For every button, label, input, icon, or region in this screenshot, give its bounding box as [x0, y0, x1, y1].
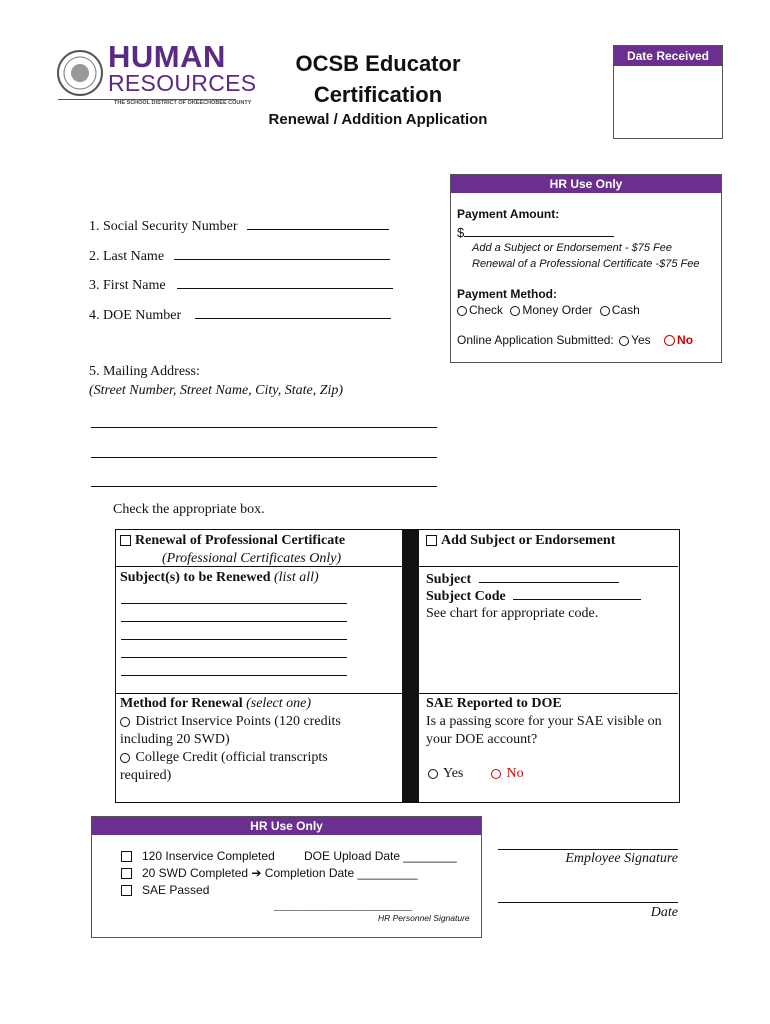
doe-number-line	[195, 304, 391, 319]
completion-date: Completion Date _________	[264, 866, 418, 880]
subject-code-field[interactable]	[426, 587, 641, 605]
radio-icon	[664, 335, 675, 346]
table-divider-black	[402, 530, 419, 802]
ssn-line	[247, 215, 389, 230]
online-yes-option[interactable]	[619, 333, 651, 347]
subject-field[interactable]	[426, 570, 619, 588]
subject-line	[479, 570, 619, 583]
method-inservice-label: District Inservice Points (120 credits including 20 SWD)	[120, 714, 341, 747]
hr-item-swd[interactable]	[121, 866, 418, 880]
radio-icon	[428, 769, 438, 779]
checkbox-icon	[121, 885, 132, 896]
renewal-option[interactable]	[120, 533, 402, 549]
cash-option[interactable]	[600, 303, 640, 317]
sae-question: Is a passing score for your SAE visible on your DOE account?	[426, 714, 662, 747]
radio-icon	[120, 717, 130, 727]
chart-note: See chart for appropriate code.	[426, 606, 599, 621]
subject-line	[121, 604, 347, 622]
sae-yes-label: Yes	[442, 766, 464, 781]
method-renewal-label	[120, 696, 311, 712]
radio-icon	[600, 306, 610, 316]
hr-item-sae[interactable]	[121, 883, 209, 897]
mailing-address-hint: (Street Number, Street Name, City, State, Zip)	[89, 383, 344, 398]
money-order-label: Money Order	[522, 303, 593, 317]
add-subject-option[interactable]	[426, 533, 615, 549]
radio-icon	[457, 306, 467, 316]
hr-item2-label: 20 SWD Completed	[142, 866, 249, 880]
payment-amount-field[interactable]	[457, 224, 614, 240]
subject-line	[121, 640, 347, 658]
subjects-hint: (list all)	[273, 570, 319, 585]
table-hline-2	[116, 693, 678, 694]
dollar-sign: $	[457, 225, 465, 240]
radio-icon	[510, 306, 520, 316]
renewal-title: Renewal of Professional Certificate	[135, 533, 346, 548]
checkbox-icon	[121, 868, 132, 879]
method-college-label: College Credit (official transcripts required)	[120, 750, 328, 783]
logo-sub: RESOURCES	[108, 70, 257, 96]
hr-item-inservice[interactable]	[121, 849, 275, 863]
subject-code-label: Subject Code	[426, 589, 506, 604]
page-title	[260, 48, 496, 110]
date-received-label: Date Received	[614, 46, 722, 66]
check-box-prompt: Check the appropriate box.	[113, 502, 265, 517]
last-name-label: 2. Last Name	[89, 249, 165, 264]
sae-yes-option[interactable]	[428, 766, 463, 782]
hr-item3-label: SAE Passed	[142, 883, 210, 897]
method-inservice-option[interactable]	[120, 713, 370, 749]
subject-line	[121, 658, 347, 676]
hr-item1-label: 120 Inservice Completed	[142, 849, 275, 863]
first-name-field[interactable]	[89, 274, 393, 294]
check-option[interactable]	[457, 303, 503, 317]
check-label: Check	[469, 303, 504, 317]
doe-upload-date: DOE Upload Date ________	[304, 849, 457, 863]
date-signature-line[interactable]	[498, 902, 678, 903]
payment-amount-line	[464, 224, 614, 237]
fee-add-subject: Add a Subject or Endorsement - $75 Fee	[472, 242, 672, 254]
subjects-renewed-label	[120, 570, 319, 586]
date-received-box[interactable]	[613, 45, 723, 139]
arrow-right-icon: ➔	[251, 866, 262, 880]
add-subject-title: Add Subject or Endorsement	[441, 533, 616, 548]
cash-label: Cash	[611, 303, 640, 317]
subject-line	[121, 622, 347, 640]
employee-signature-line[interactable]	[498, 849, 678, 850]
radio-icon	[619, 336, 629, 346]
mailing-address-label: 5. Mailing Address:	[89, 364, 200, 379]
subject-code-line	[513, 587, 641, 600]
date-signature-label: Date	[650, 905, 678, 920]
first-name-line	[177, 274, 393, 289]
hr-signature-line[interactable]: _______________________________	[274, 902, 412, 911]
online-no-option[interactable]	[664, 333, 693, 347]
ssn-label: 1. Social Security Number	[89, 219, 238, 234]
online-yes-label: Yes	[631, 333, 651, 347]
payment-method-options	[457, 303, 640, 317]
online-submitted-row	[457, 333, 693, 347]
checkbox-icon	[120, 535, 131, 546]
title-line2: Certification	[313, 82, 443, 107]
district-seal-logo	[56, 47, 104, 99]
radio-icon	[120, 753, 130, 763]
payment-method-label: Payment Method:	[457, 287, 558, 301]
doe-number-label: 4. DOE Number	[89, 308, 182, 323]
page-subtitle: Renewal / Addition Application	[268, 111, 488, 128]
sae-no-label: No	[506, 766, 524, 781]
sae-title: SAE Reported to DOE	[426, 696, 562, 711]
ssn-field[interactable]	[89, 215, 389, 235]
fee-renewal: Renewal of a Professional Certificate -$75 Fee	[472, 258, 700, 270]
subject-label: Subject	[426, 572, 472, 587]
address-line-1[interactable]	[91, 427, 437, 428]
checkbox-icon	[121, 851, 132, 862]
online-no-label: No	[677, 333, 694, 347]
logo-main: HUMAN	[108, 39, 226, 74]
employee-signature-label: Employee Signature	[565, 851, 678, 866]
last-name-line	[174, 245, 390, 260]
hr-signature-label: HR Personnel Signature	[378, 913, 470, 923]
money-order-option[interactable]	[510, 303, 592, 317]
doe-number-field[interactable]	[89, 304, 391, 324]
online-label: Online Application Submitted:	[457, 333, 614, 347]
method-college-option[interactable]	[120, 749, 360, 785]
logo-wordmark	[108, 39, 257, 96]
payment-amount-label: Payment Amount:	[457, 207, 560, 221]
first-name-label: 3. First Name	[89, 278, 166, 293]
method-hint: (select one)	[246, 696, 312, 711]
hr-bottom-header: HR Use Only	[92, 817, 481, 835]
last-name-field[interactable]	[89, 245, 390, 265]
hr-top-header: HR Use Only	[451, 175, 721, 193]
address-line-2[interactable]	[91, 457, 437, 458]
address-line-3[interactable]	[91, 486, 437, 487]
logo-tagline: THE SCHOOL DISTRICT OF OKEECHOBEE COUNTY	[114, 100, 252, 106]
subjects-label: Subject(s) to be Renewed	[120, 570, 271, 585]
renewal-note: (Professional Certificates Only)	[162, 551, 342, 566]
method-label: Method for Renewal	[120, 696, 243, 711]
checkbox-icon	[426, 535, 437, 546]
title-line1: OCSB Educator	[295, 51, 461, 76]
radio-icon	[491, 769, 501, 779]
subjects-lines[interactable]	[121, 586, 347, 676]
sae-no-option[interactable]	[491, 766, 524, 782]
subject-line	[121, 586, 347, 604]
